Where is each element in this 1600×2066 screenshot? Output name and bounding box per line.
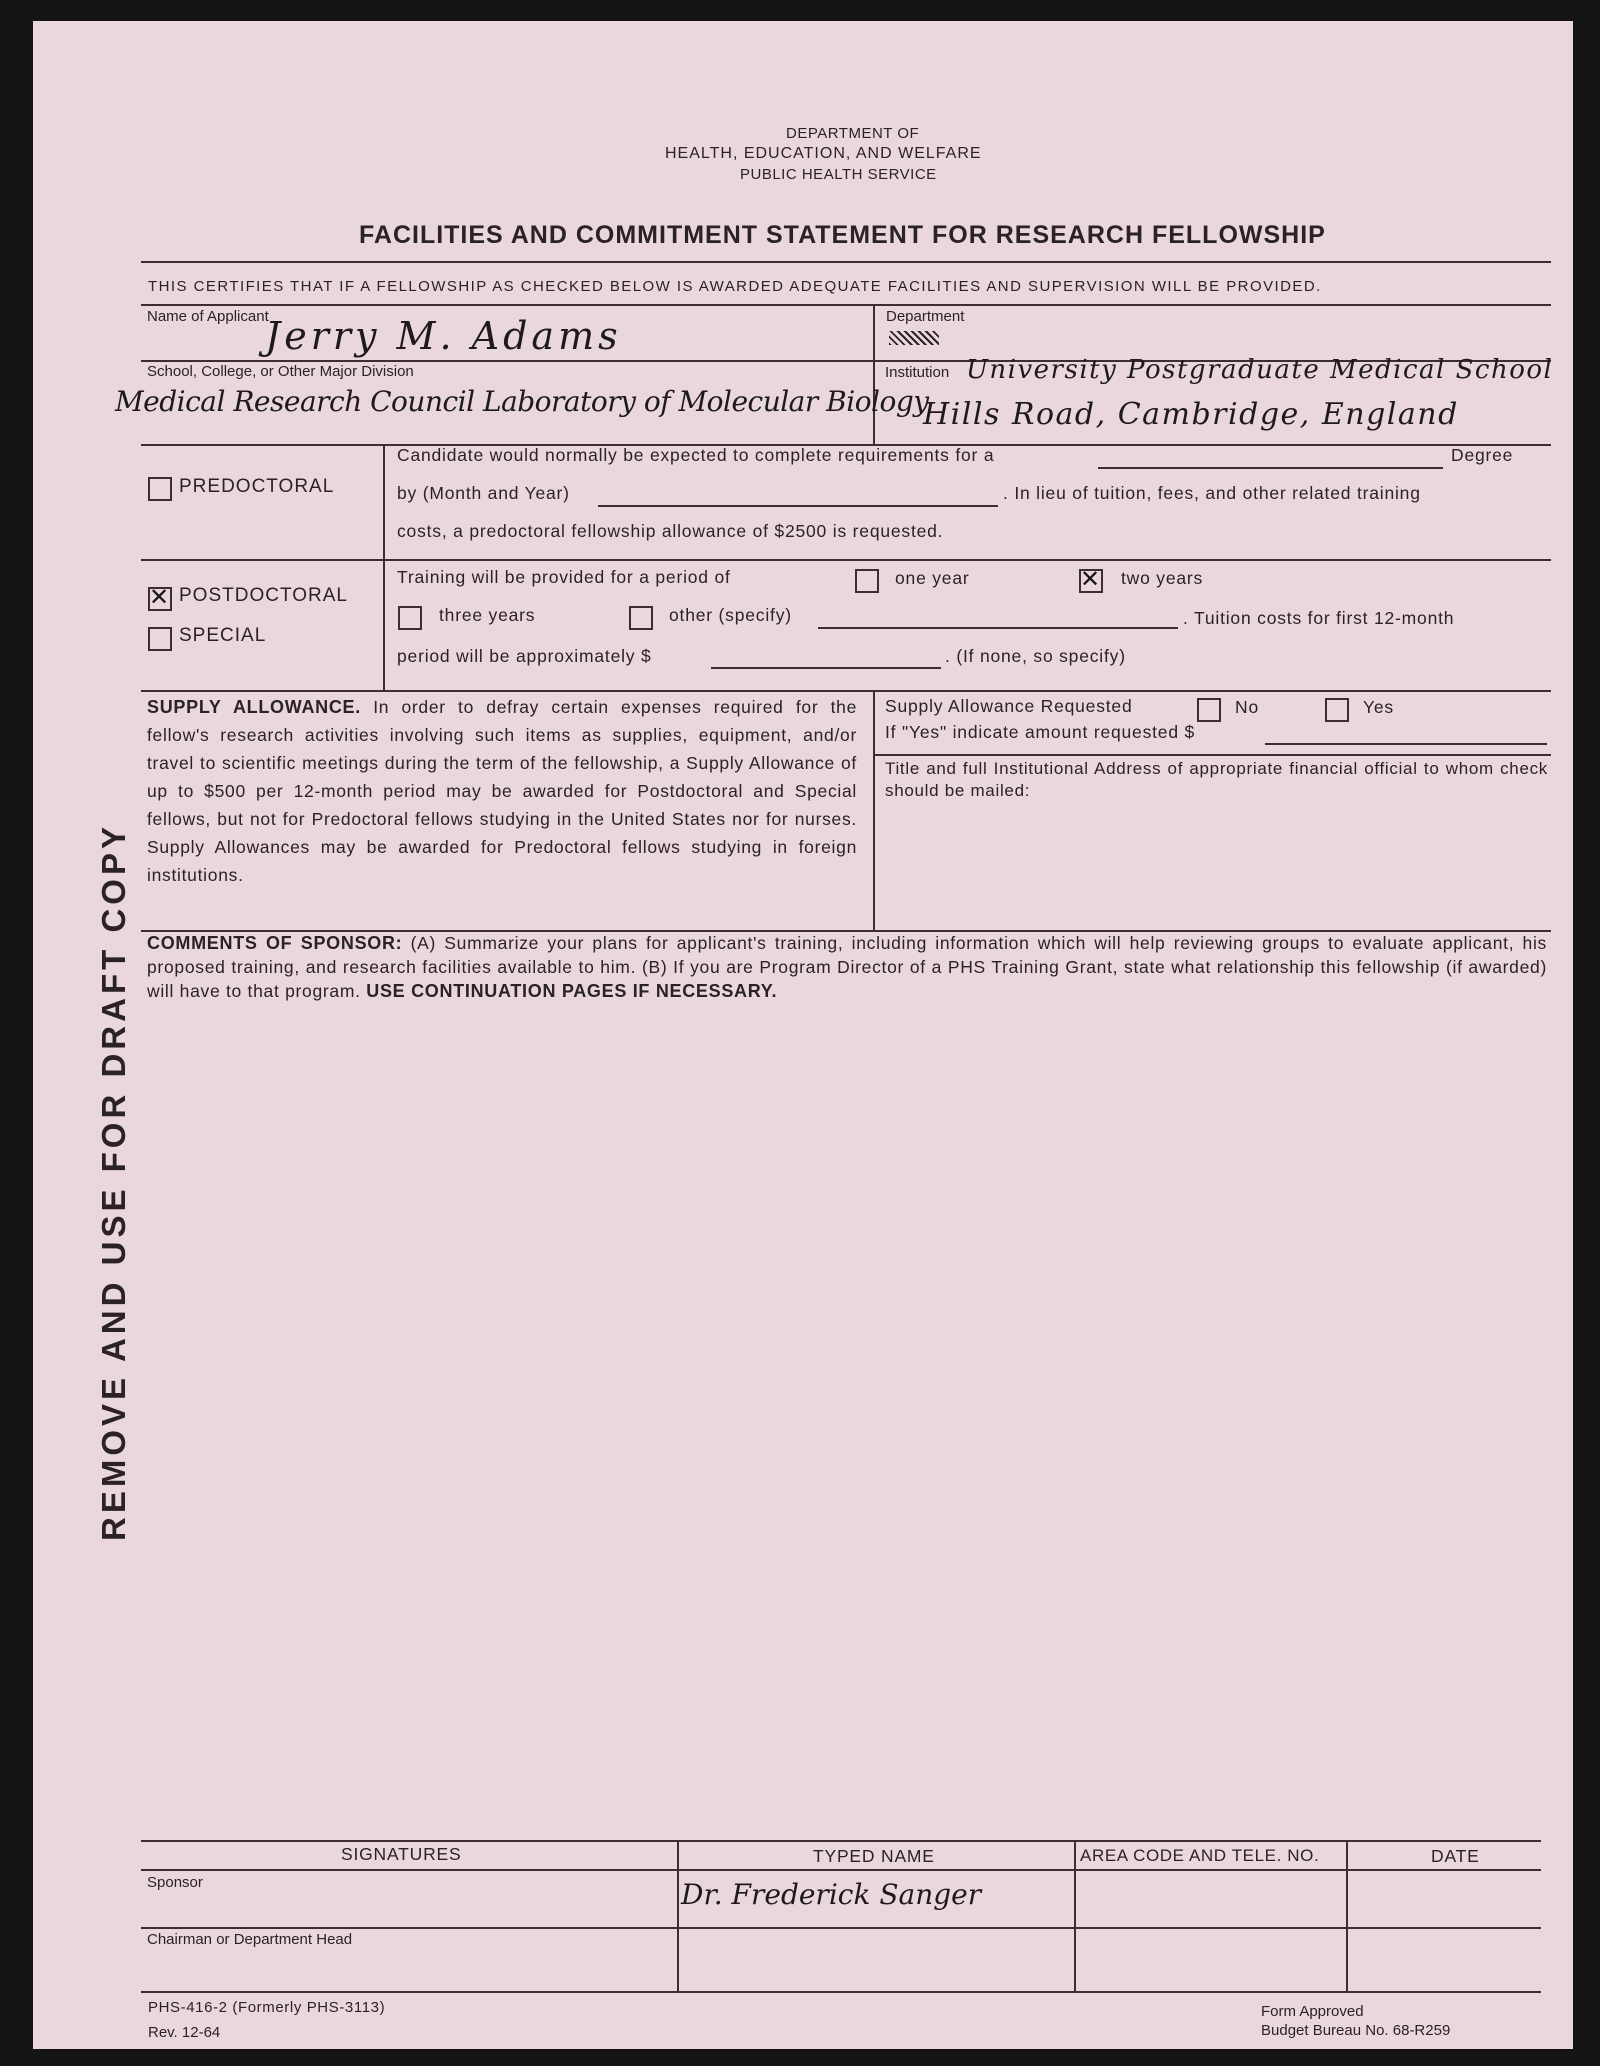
supply-no-checkbox[interactable] xyxy=(1197,698,1221,722)
school-value[interactable]: Medical Research Council Laboratory of Molecular Biology xyxy=(115,385,929,418)
sig-col-divider-1 xyxy=(677,1840,679,1991)
sig-bottom-rule xyxy=(141,1991,1541,1993)
tuition-blank[interactable] xyxy=(711,667,941,669)
special-checkbox[interactable] xyxy=(148,627,172,651)
draft-copy-side-text: REMOVE AND USE FOR DRAFT COPY xyxy=(95,823,132,1541)
address-value[interactable]: Hills Road, Cambridge, England xyxy=(923,397,1459,432)
sig-top-rule xyxy=(141,1840,1541,1842)
one-year-checkbox[interactable] xyxy=(855,569,879,593)
predoc-line-2a: by (Month and Year) xyxy=(397,483,570,503)
top-rule xyxy=(141,261,1551,263)
department-label: Department xyxy=(886,308,965,325)
predoctoral-checkbox[interactable] xyxy=(148,477,172,501)
supply-requested-label: Supply Allowance Requested xyxy=(885,696,1133,716)
comments-area[interactable] xyxy=(141,1011,1551,1831)
supply-right-rule xyxy=(873,754,1551,756)
supply-if-yes-label: If "Yes" indicate amount requested $ xyxy=(885,722,1196,742)
sig-col-typed-name: TYPED NAME xyxy=(813,1846,935,1866)
budget-bureau: Budget Bureau No. 68-R259 xyxy=(1261,2022,1451,2039)
postdoc-bottom-rule xyxy=(141,690,1551,692)
if-none-text: . (If none, so specify) xyxy=(945,646,1126,666)
sig-header-rule xyxy=(141,1869,1541,1871)
institution-value[interactable]: University Postgraduate Medical School xyxy=(966,355,1554,385)
degree-label: Degree xyxy=(1451,445,1514,465)
form-number: PHS-416-2 (Formerly PHS-3113) xyxy=(148,1999,386,2016)
predoc-bottom-rule xyxy=(141,559,1551,561)
three-years-checkbox[interactable] xyxy=(398,606,422,630)
two-years-label: two years xyxy=(1121,568,1204,588)
comments-emphasis: USE CONTINUATION PAGES IF NECESSARY. xyxy=(366,981,778,1001)
predoc-line-2b: . In lieu of tuition, fees, and other related training xyxy=(1003,483,1421,503)
applicant-name-value[interactable]: Jerry M. Adams xyxy=(265,314,622,358)
applicant-name-label: Name of Applicant xyxy=(147,308,269,325)
department-struck-entry xyxy=(889,331,939,345)
status-divider xyxy=(383,444,385,690)
sig-col-phone: AREA CODE AND TELE. NO. xyxy=(1080,1846,1320,1865)
sig-col-date: DATE xyxy=(1431,1846,1480,1866)
one-year-label: one year xyxy=(895,568,970,588)
agency-line-2: HEALTH, EDUCATION, AND WELFARE xyxy=(665,145,982,162)
other-checkbox[interactable] xyxy=(629,606,653,630)
supply-yes-checkbox[interactable] xyxy=(1325,698,1349,722)
comments-paragraph xyxy=(147,931,1547,1003)
school-label: School, College, or Other Major Division xyxy=(147,363,414,380)
three-years-label: three years xyxy=(439,605,536,625)
sponsor-row-rule xyxy=(141,1927,1541,1929)
postdoctoral-label: POSTDOCTORAL xyxy=(179,585,348,606)
supply-yes-label: Yes xyxy=(1363,697,1394,717)
other-blank[interactable] xyxy=(818,627,1178,629)
supply-heading: SUPPLY ALLOWANCE. xyxy=(147,697,361,717)
supply-paragraph xyxy=(147,693,857,889)
institution-label: Institution xyxy=(885,364,950,381)
two-years-checkbox[interactable] xyxy=(1079,569,1103,593)
chairman-label: Chairman or Department Head xyxy=(147,1931,353,1948)
supply-amount-blank[interactable] xyxy=(1265,743,1547,745)
special-label: SPECIAL xyxy=(179,625,267,646)
other-label: other (specify) xyxy=(669,605,792,625)
sig-col-signatures: SIGNATURES xyxy=(341,1844,462,1864)
certify-statement: THIS CERTIFIES THAT IF A FELLOWSHIP AS CHECKED BELOW IS AWARDED ADEQUATE FACILITIES AND SUPERVISION WILL BE PROVIDED. xyxy=(148,278,1322,295)
predoctoral-label: PREDOCTORAL xyxy=(179,476,335,497)
sponsor-label: Sponsor xyxy=(147,1874,203,1891)
agency-line-3: PUBLIC HEALTH SERVICE xyxy=(740,166,937,183)
predoc-line-3: costs, a predoctoral fellowship allowance of $2500 is requested. xyxy=(397,521,944,541)
month-year-blank[interactable] xyxy=(598,505,998,507)
predoc-line-1: Candidate would normally be expected to complete requirements for a xyxy=(397,445,995,465)
sig-col-divider-3 xyxy=(1346,1840,1348,1991)
official-address-label: Title and full Institutional Address of appropriate financial official to whom check should be mailed: xyxy=(885,759,1548,800)
header-divider xyxy=(873,304,875,444)
revision: Rev. 12-64 xyxy=(148,2024,221,2041)
sponsor-typed-name[interactable]: Dr. Frederick Sanger xyxy=(681,1878,982,1911)
supply-divider xyxy=(873,690,875,930)
tuition-text: . Tuition costs for first 12-month xyxy=(1183,608,1455,628)
comments-heading: COMMENTS OF SPONSOR: xyxy=(147,933,403,953)
postdoctoral-checkbox[interactable] xyxy=(148,587,172,611)
sig-col-divider-2 xyxy=(1074,1840,1076,1991)
period-text: Training will be provided for a period of xyxy=(397,567,731,587)
agency-line-1: DEPARTMENT OF xyxy=(786,125,920,142)
degree-blank[interactable] xyxy=(1098,467,1443,469)
period-approx-text: period will be approximately $ xyxy=(397,646,652,666)
form-title: FACILITIES AND COMMITMENT STATEMENT FOR RESEARCH FELLOWSHIP xyxy=(359,221,1326,249)
comments-text: (A) Summarize your plans for applicant's training, including information which will help reviewing groups to evaluate applicant, his proposed training, and research facilities available to him. (B) If you are Program Director of a PHS Training Grant, state what relationship this fellowship (if awarded) will have to that program. xyxy=(147,933,1548,1001)
form-sheet xyxy=(33,21,1573,2049)
supply-no-label: No xyxy=(1235,697,1259,717)
certify-rule xyxy=(141,304,1551,306)
supply-text: In order to defray certain expenses required for the fellow's research activities involving such items as supplies, equipment, and/or travel to scientific meetings during the term of the fellowship, a Supply Allowance of up to $500 per 12-month period may be awarded for Postdoctoral and Special fellows, but not for Predoctoral fellows studying in the United States nor for nurses. Supply Allowances may be awarded for Predoctoral fellows studying in foreign institutions. xyxy=(147,697,858,885)
form-approved: Form Approved xyxy=(1261,2003,1364,2020)
